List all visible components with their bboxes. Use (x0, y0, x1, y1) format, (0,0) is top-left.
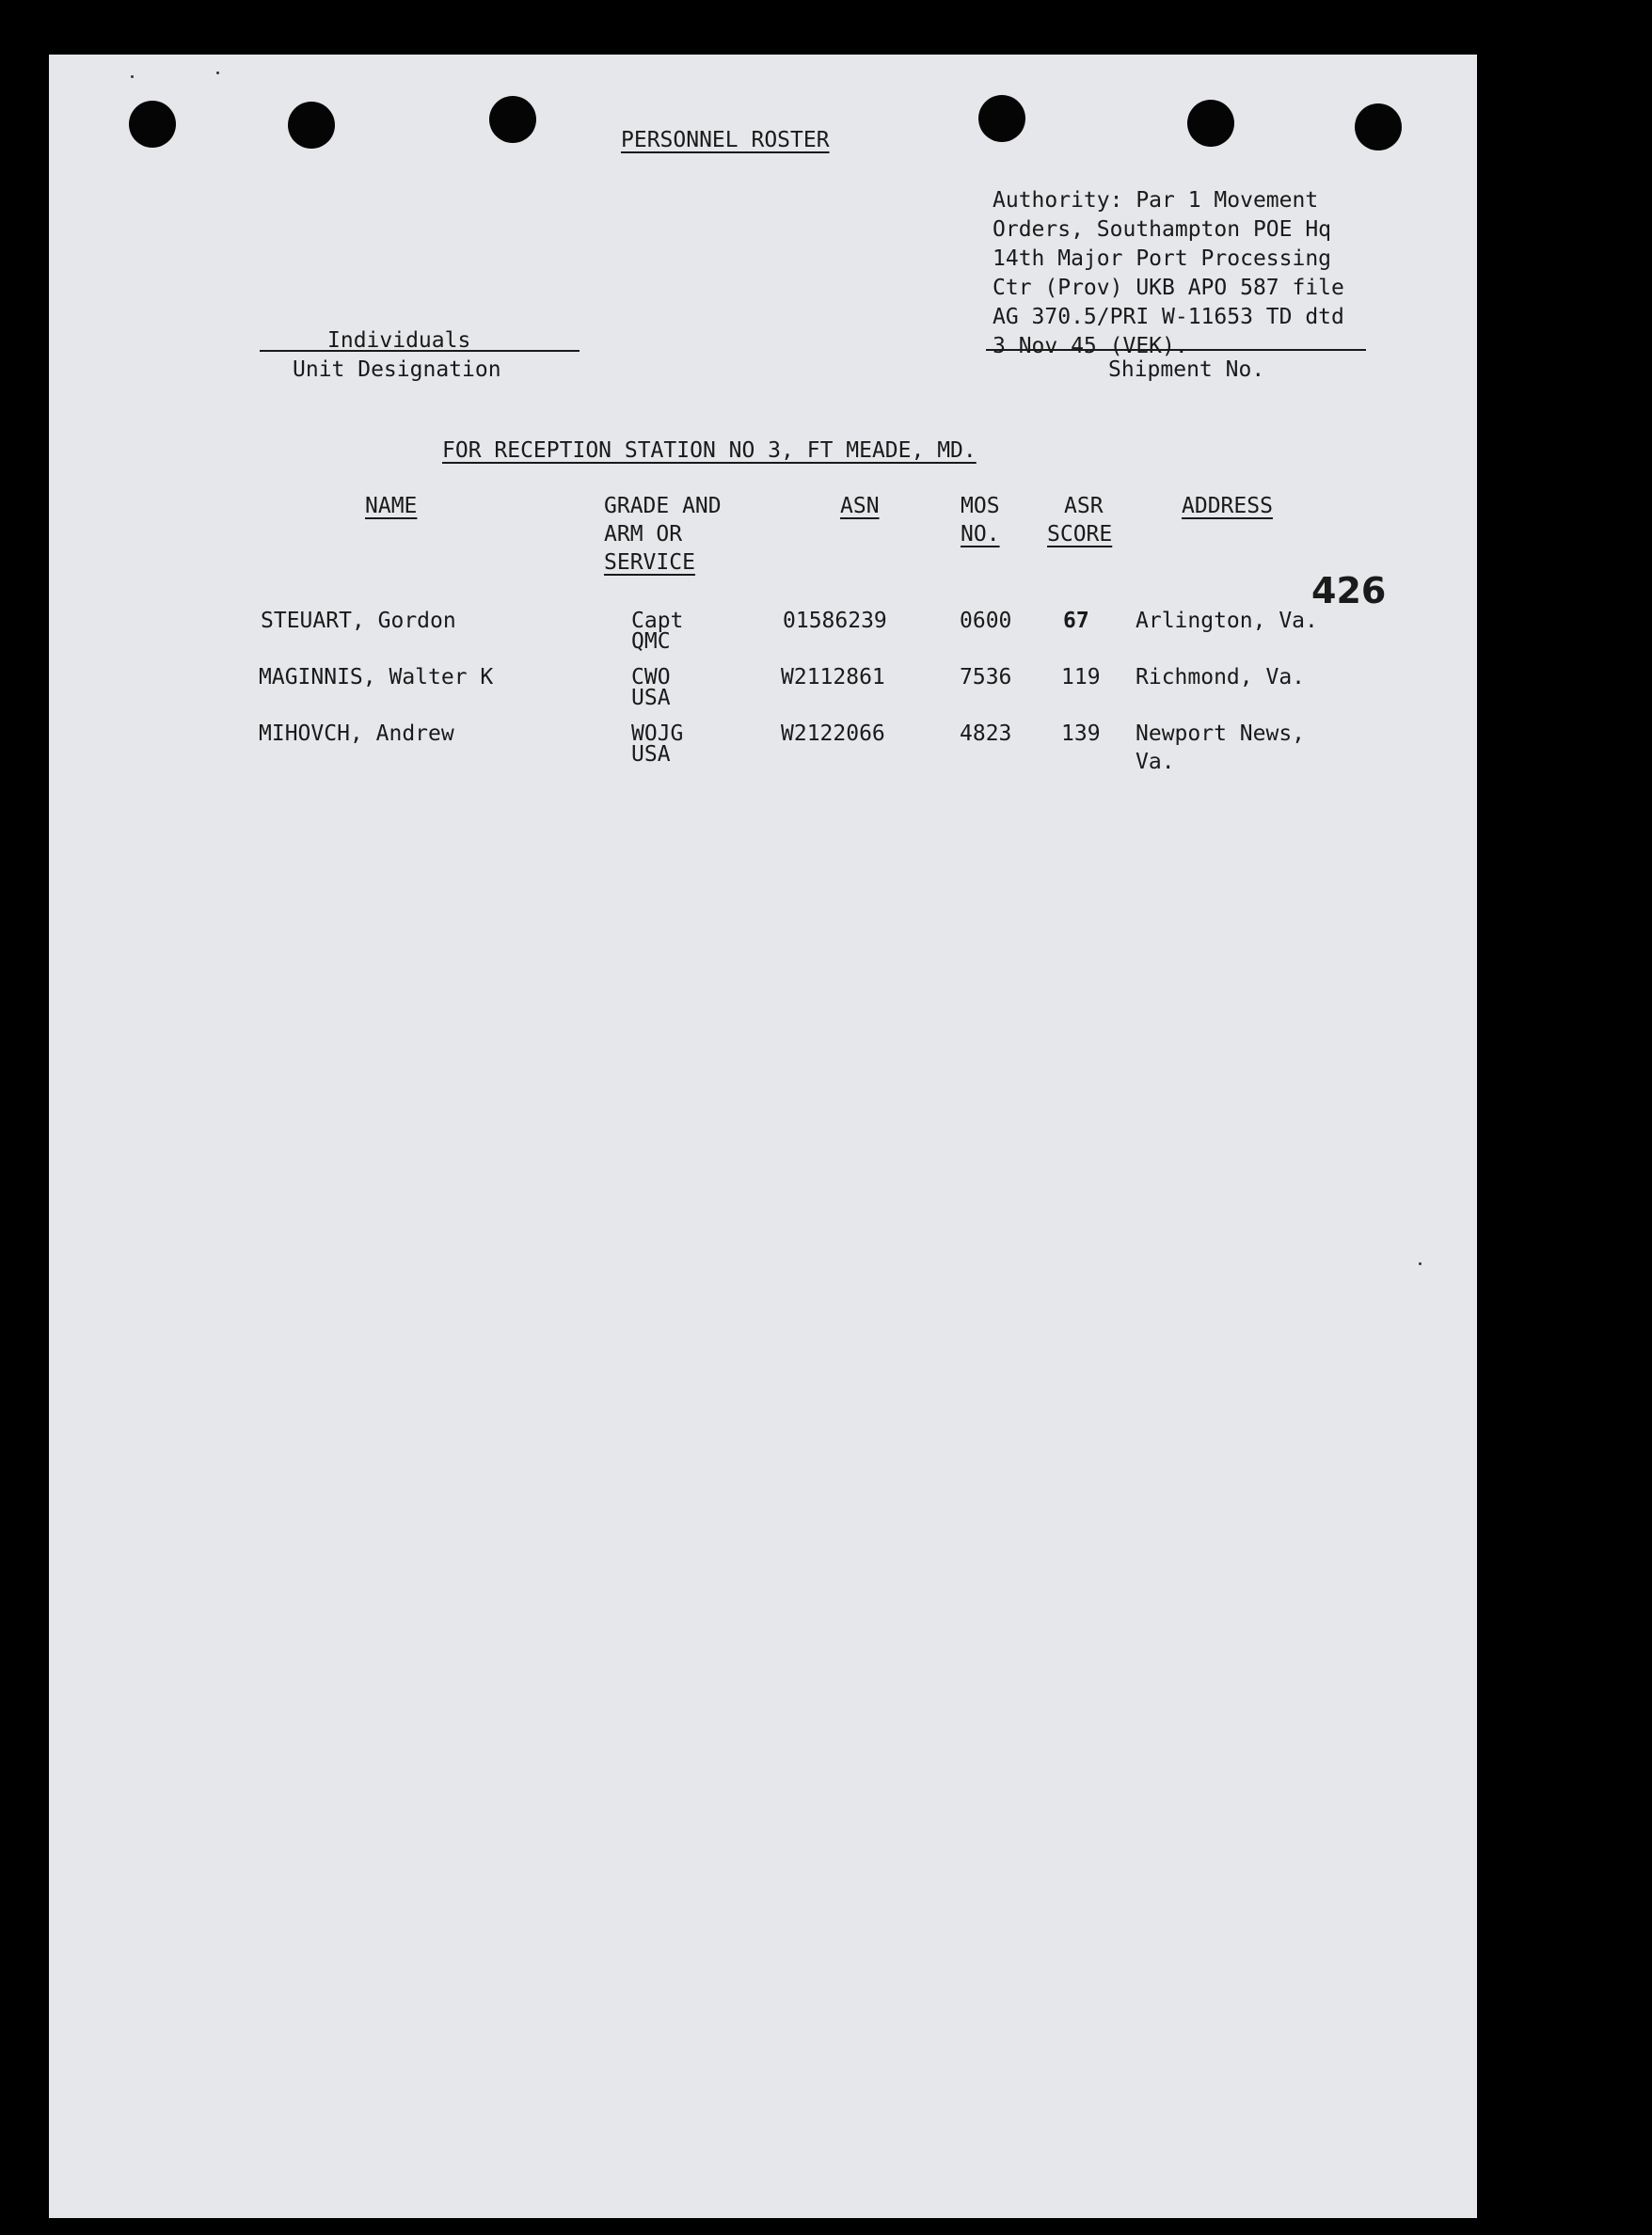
punch-hole (129, 101, 176, 148)
authority-line: Ctr (Prov) UKB APO 587 file (993, 276, 1344, 300)
unit-label: Unit Designation (293, 357, 501, 382)
row-asn: W2122066 (781, 721, 885, 746)
punch-hole (288, 102, 335, 149)
row-address: Arlington, Va. (1136, 609, 1318, 633)
col-header-name: NAME (365, 494, 418, 518)
col-header-address: ADDRESS (1182, 494, 1273, 518)
unit-rule (260, 350, 580, 352)
row-asr: 67 (1063, 609, 1089, 633)
punch-hole (489, 96, 536, 143)
authority-block (993, 186, 1344, 361)
punch-hole (978, 95, 1025, 142)
row-mos: 4823 (960, 721, 1012, 746)
col-header-grade: GRADE AND ARM OR SERVICE (604, 494, 722, 575)
row-name: MAGINNIS, Walter K (259, 665, 494, 690)
authority-line: Orders, Southampton POE Hq (993, 217, 1332, 242)
page-number: 426 (1311, 570, 1387, 611)
row-grade: Capt QMC (631, 609, 684, 654)
shipment-rule (986, 349, 1366, 351)
punch-hole (1187, 100, 1234, 147)
reception-heading: FOR RECEPTION STATION NO 3, FT MEADE, MD. (442, 438, 977, 463)
row-name: STEUART, Gordon (261, 609, 456, 633)
row-mos: 0600 (960, 609, 1012, 633)
row-grade: WOJG USA (631, 721, 684, 767)
paper-speck (216, 71, 219, 74)
row-asr: 119 (1061, 665, 1101, 690)
paper-speck (131, 75, 134, 78)
row-asr: 139 (1061, 721, 1101, 746)
col-header-mos: MOS NO. (961, 494, 1000, 547)
row-mos: 7536 (960, 665, 1012, 690)
authority-line: 3 Nov 45 (VEK). (993, 334, 1188, 358)
col-header-asr: ASR SCORE (1047, 494, 1113, 547)
punch-hole (1355, 103, 1402, 151)
col-header-asn: ASN (840, 494, 880, 518)
row-asn: 01586239 (783, 609, 887, 633)
authority-line: Authority: Par 1 Movement (993, 188, 1319, 213)
page-title: PERSONNEL ROSTER (621, 128, 830, 152)
shipment-label: Shipment No. (1108, 357, 1265, 382)
row-address: Richmond, Va. (1136, 665, 1306, 690)
unit-value: Individuals (327, 328, 471, 353)
row-asn: W2112861 (781, 665, 885, 690)
row-address: Newport News, Va. (1136, 721, 1306, 774)
row-name: MIHOVCH, Andrew (259, 721, 454, 746)
row-grade: CWO USA (631, 665, 671, 710)
authority-line: 14th Major Port Processing (993, 246, 1332, 271)
paper-speck (1419, 1262, 1422, 1265)
authority-line: AG 370.5/PRI W-11653 TD dtd (993, 305, 1344, 329)
